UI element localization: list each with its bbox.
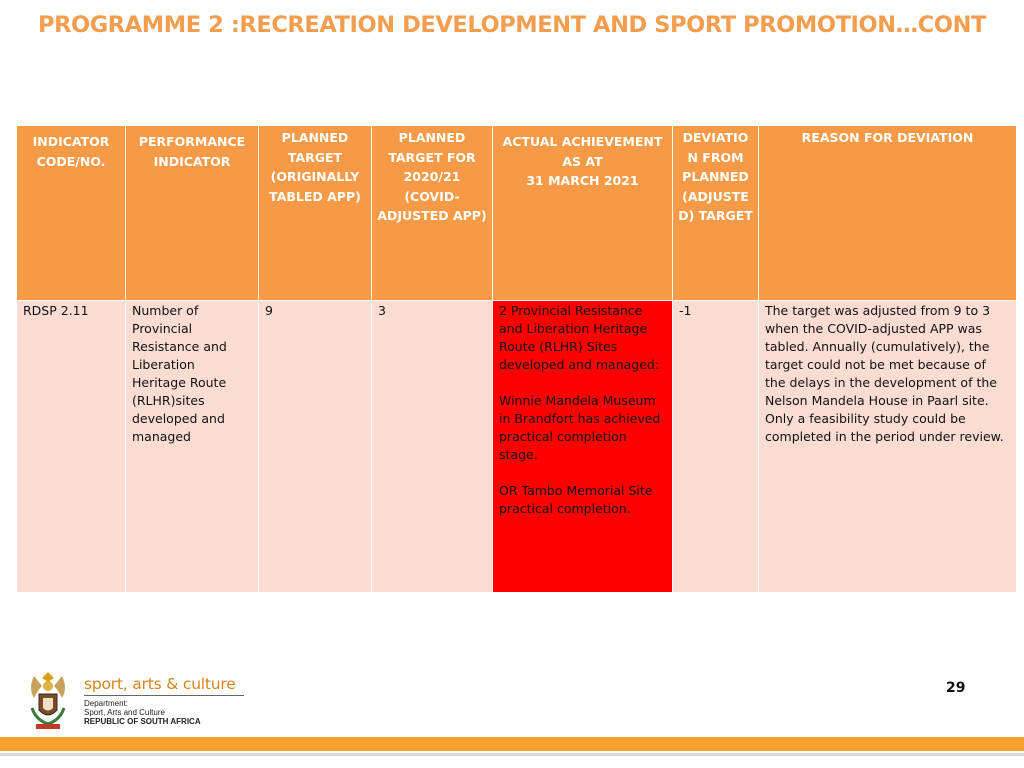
cell-planned-original: 9 [259,301,372,593]
page-number: 29 [946,680,966,696]
header-indicator-code: INDICATOR CODE/NO. [17,126,126,301]
cell-code: RDSP 2.11 [17,301,126,593]
header-performance-indicator: PERFORMANCE INDICATOR [126,126,259,301]
header-deviation: DEVIATIO N FROM PLANNED (ADJUSTE D) TARGET [673,126,759,301]
header-reason: REASON FOR DEVIATION [759,126,1017,301]
achievement-summary: 2 Provincial Resistance and Liberation Heritage Route (RLHR) Sites developed and managed: [499,303,660,372]
achievement-item: OR Tambo Memorial Site practical completion. [499,483,653,516]
cell-deviation: -1 [673,301,759,593]
coat-of-arms-icon [24,668,72,732]
deviation-table [16,125,1017,593]
cell-planned-adjusted: 3 [372,301,493,593]
country-name: REPUBLIC OF SOUTH AFRICA [84,717,201,726]
header-row [17,126,1017,301]
dept-name: Sport, Arts and Culture [84,708,165,717]
department-text [84,699,201,726]
cell-reason: The target was adjusted from 9 to 3 when the COVID-adjusted APP was tabled. Annually (cumulatively), the target could not be met because of the delays in the development of the Nelson Mandela House in Paarl site. Only a feasibility study could be completed in the period under review. [759,301,1017,593]
brand-name: sport, arts & culture [84,675,244,696]
footer-bar [0,737,1024,751]
header-planned-target-adjusted: PLANNED TARGET FOR 2020/21 (COVID- ADJUSTED APP) [372,126,493,301]
header-actual-achievement: ACTUAL ACHIEVEMENT AS AT 31 MARCH 2021 [493,126,673,301]
footer-line [0,753,1024,756]
achievement-item: Winnie Mandela Museum in Brandfort has achieved practical completion stage. [499,393,661,462]
cell-achievement [493,301,673,593]
table-row [17,301,1017,593]
dept-label: Department: [84,699,129,708]
slide-title: PROGRAMME 2 :RECREATION DEVELOPMENT AND SPORT PROMOTION…CONT [38,12,986,38]
cell-indicator: Number of Provincial Resistance and Liberation Heritage Route (RLHR)sites developed and managed [126,301,259,593]
header-planned-target-original: PLANNED TARGET (ORIGINALLY TABLED APP) [259,126,372,301]
